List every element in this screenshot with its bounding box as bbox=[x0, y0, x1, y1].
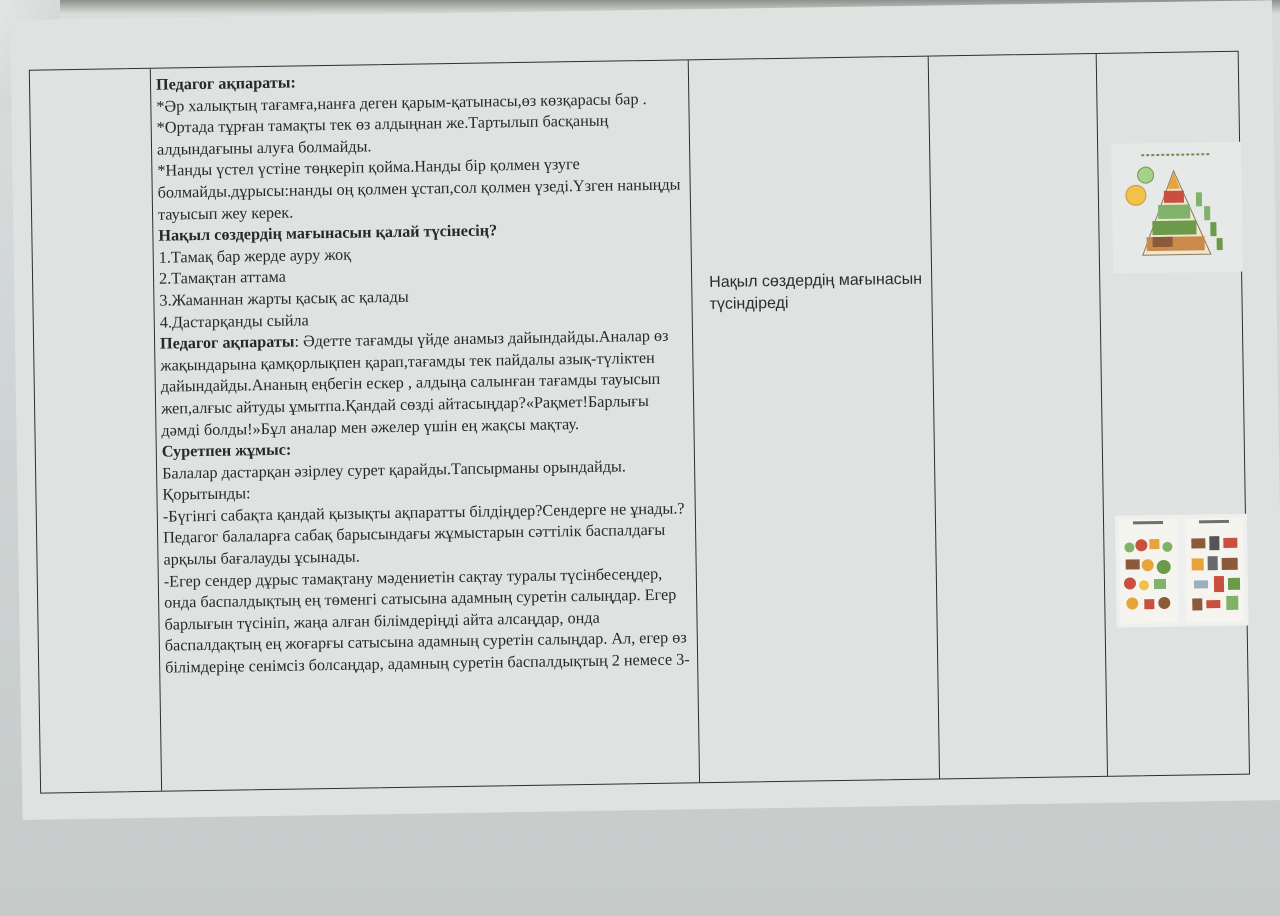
healthy-unhealthy-foods-icon bbox=[1115, 514, 1249, 628]
info-title: Педагог ақпараты bbox=[159, 332, 295, 353]
proverb-item: 2.Тамақтан аттама bbox=[158, 268, 286, 289]
document-page bbox=[10, 0, 1280, 820]
picture-work-heading: Суретпен жұмыс: bbox=[161, 440, 292, 461]
paragraph: -Бүгінгі сабақта қандай қызықты ақпаратты білдіңдер?Сендерге не ұнады.? bbox=[162, 499, 685, 526]
proverb-item: 3.Жаманнан жарты қасық ас қалады bbox=[159, 287, 409, 310]
lesson-content-cell bbox=[156, 66, 693, 679]
column-divider-3 bbox=[928, 57, 940, 779]
learning-outcome-cell: Нақыл сөздердің мағынасын түсіндіреді bbox=[709, 270, 923, 314]
paragraph: *Нанды үстел үстіне төңкеріп қойма.Нанды бір қолмен үзуге болмайды.дұрысы:нанды оң қолмен ұстап,сол қолмен үзеді.Үзген наныңды тауысып жеу керек. bbox=[157, 155, 681, 224]
paragraph-text: : Әдетте тағамды үйде анамыз дайындайды.Аналар өз жақындарына қамқорлықпен қарап,тағамды тек пайдалы азық-түліктен дайындайды.Ананың еңбегін ескер , алдыңа салынған тағамды тауысып жеп,алғыс айтуды ұмытпа.Қандай сөзді айтасыңдар?«Рақмет!Барлығы дәмді болды!»Бұл аналар мен әжелер үшін ең жақсы мақтау. bbox=[160, 326, 669, 440]
food-pyramid-icon bbox=[1111, 142, 1243, 274]
info-title: Педагог ақпараты: bbox=[155, 73, 296, 94]
paragraph: *Әр халықтың тағамға,нанға деген қарым-қатынасы,өз көзқарасы бар . bbox=[156, 89, 647, 116]
proverb-item: 4.Дастарқанды сыйла bbox=[159, 310, 309, 332]
paragraph: -Егер сендер дұрыс тамақтану мәдениетін сақтау туралы түсінбесеңдер, онда баспалдықтың ең төменгі сатысына адамның суретін салыңдар. Егер барлығын түсініп, жаңа алған білімдеріңді айта алсаңдар, онда баспалдақтың ең жоғарғы сатысына адамның суретін салыңдар. Ал, егер өз білімдеріңе сенімсіз болсаңдар, адамның суретін баспалдықтың 2 немесе 3- bbox=[163, 564, 690, 677]
paragraph: Педагог балаларға сабақ барысындағы жұмыстарын сәттілік баспалдағы арқылы бағалауды ұсынады. bbox=[163, 521, 666, 569]
proverb-item: 1.Тамақ бар жерде ауру жоқ bbox=[158, 245, 352, 267]
question-heading: Нақыл сөздердің мағынасын қалай түсінесің? bbox=[158, 221, 498, 245]
conclusion-heading: Қорытынды: bbox=[162, 484, 251, 504]
lesson-table bbox=[29, 51, 1250, 794]
paragraph bbox=[160, 326, 690, 442]
column-divider-4 bbox=[1096, 54, 1108, 776]
paragraph: Балалар дастарқан әзірлеу сурет қарайды.Тапсырманы орындайды. bbox=[161, 457, 627, 483]
column-divider-2 bbox=[688, 60, 700, 782]
paragraph: *Ортада тұрған тамақты тек өз алдыңнан же.Тартылып басқаның алдындағыны алуға болмайды. bbox=[156, 111, 609, 159]
